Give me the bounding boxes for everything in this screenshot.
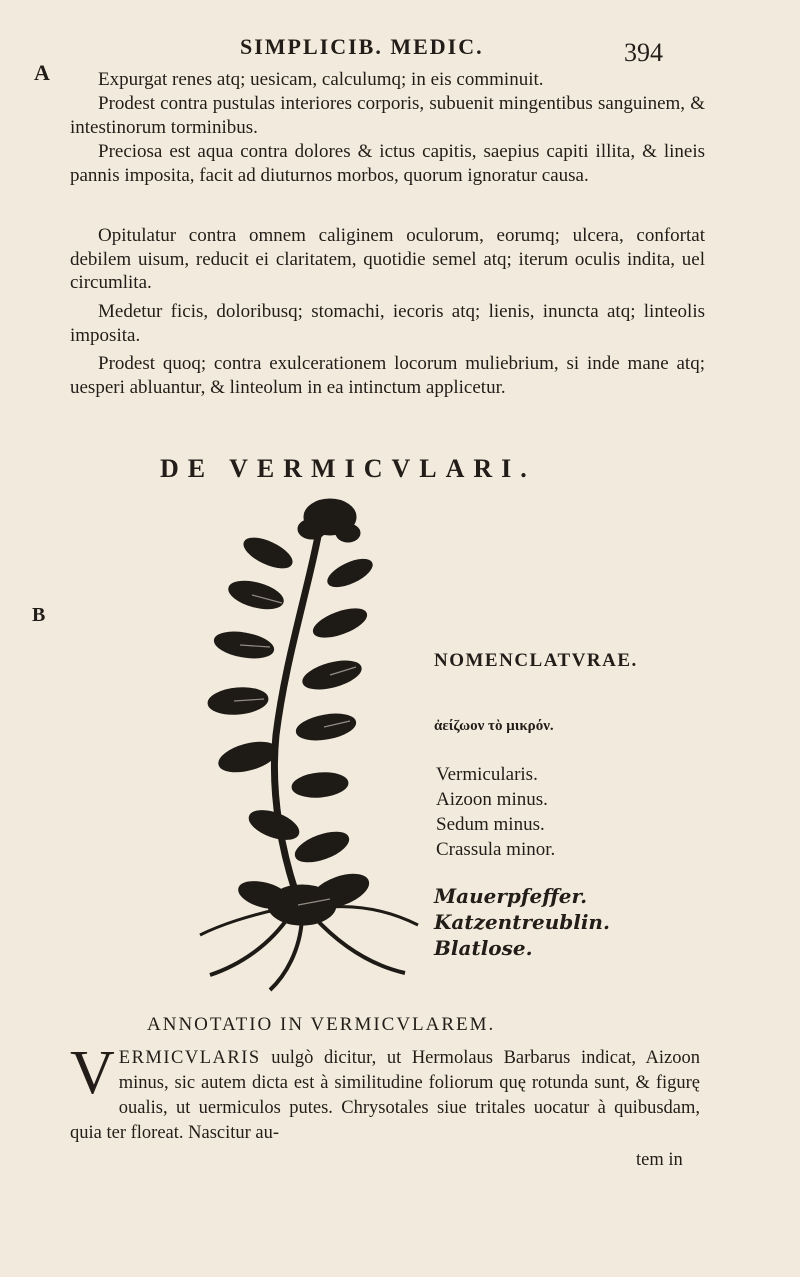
annotation-heading: ANNOTATIO IN VERMICVLAREM. [147, 1014, 496, 1035]
paragraph-6 [70, 352, 705, 399]
german-name: Blatlose. [434, 936, 533, 960]
latin-name: Vermicularis. [436, 764, 538, 785]
paragraph-text: Prodest contra pustulas interiores corporis, subuenit mingentibus sanguinem, & intestinorum torminibus. [70, 93, 705, 138]
annotation-body [70, 1039, 700, 1146]
paragraph-text: Prodest quoq; contra exulcerationem locorum muliebrium, si inde mane atq; uesperi abluantur, & linteolum in ea intinctum applicetur. [70, 353, 705, 398]
latin-name: Aizoon minus. [436, 789, 548, 810]
margin-letter-a: A [34, 60, 50, 85]
german-name: Katzentreublin. [434, 910, 610, 934]
nomenclature-heading: NOMENCLATVRAE. [434, 650, 638, 671]
paragraph-4 [70, 224, 705, 295]
paragraph-3 [70, 140, 705, 187]
margin-letter-b: B [32, 604, 46, 626]
catchword: tem in [636, 1150, 683, 1170]
plant-woodcut-icon [190, 495, 430, 995]
latin-name: Sedum minus. [436, 814, 545, 835]
annotation-text: uulgò dicitur, ut Hermolaus Barbarus indicat, Aizoon minus, sic autem dicta est à similitudine foliorum quę rotunda sunt, & figurę oualis, ut uermiculos putes. Chrysotales siue tritales uocatur à quibusdam, quia ter floreat. Nascitur au- [70, 1048, 700, 1143]
paragraph-2 [70, 92, 705, 139]
paragraph-text: Preciosa est aqua contra dolores & ictus capitis, saepius capiti illita, & lineis pannis imposita, facit ad diuturnos morbos, quorum ignoratur causa. [70, 141, 705, 186]
drop-cap: V [70, 1039, 115, 1107]
paragraph-text: Medetur ficis, doloribusq; stomachi, iecoris atq; lienis, inuncta atq; linteolis imposita. [70, 301, 705, 346]
greek-name: ἀείζωον τὸ μικρόν. [434, 718, 554, 734]
running-head: SIMPLICIB. MEDIC. [240, 34, 484, 59]
german-names-list [434, 883, 610, 961]
page-number: 394 [624, 38, 663, 67]
annotation-lead: ERMICVLARIS [118, 1048, 261, 1068]
latin-names-list [436, 762, 555, 862]
paragraph-text: Expurgat renes atq; uesicam, calculumq; in eis comminuit. [98, 69, 544, 90]
german-name: Mauerpfeffer. [434, 884, 588, 908]
section-heading: DE VERMICVLARI. [160, 454, 536, 483]
paragraph-text: Opitulatur contra omnem caliginem oculorum, eorumq; ulcera, confortat debilem uisum, reducit ei claritatem, quotidie semel atq; iterum oculis indita, uel circumlita. [70, 225, 705, 294]
paragraph-1 [70, 68, 705, 92]
paragraph-5 [70, 300, 705, 347]
latin-name: Crassula minor. [436, 839, 556, 860]
